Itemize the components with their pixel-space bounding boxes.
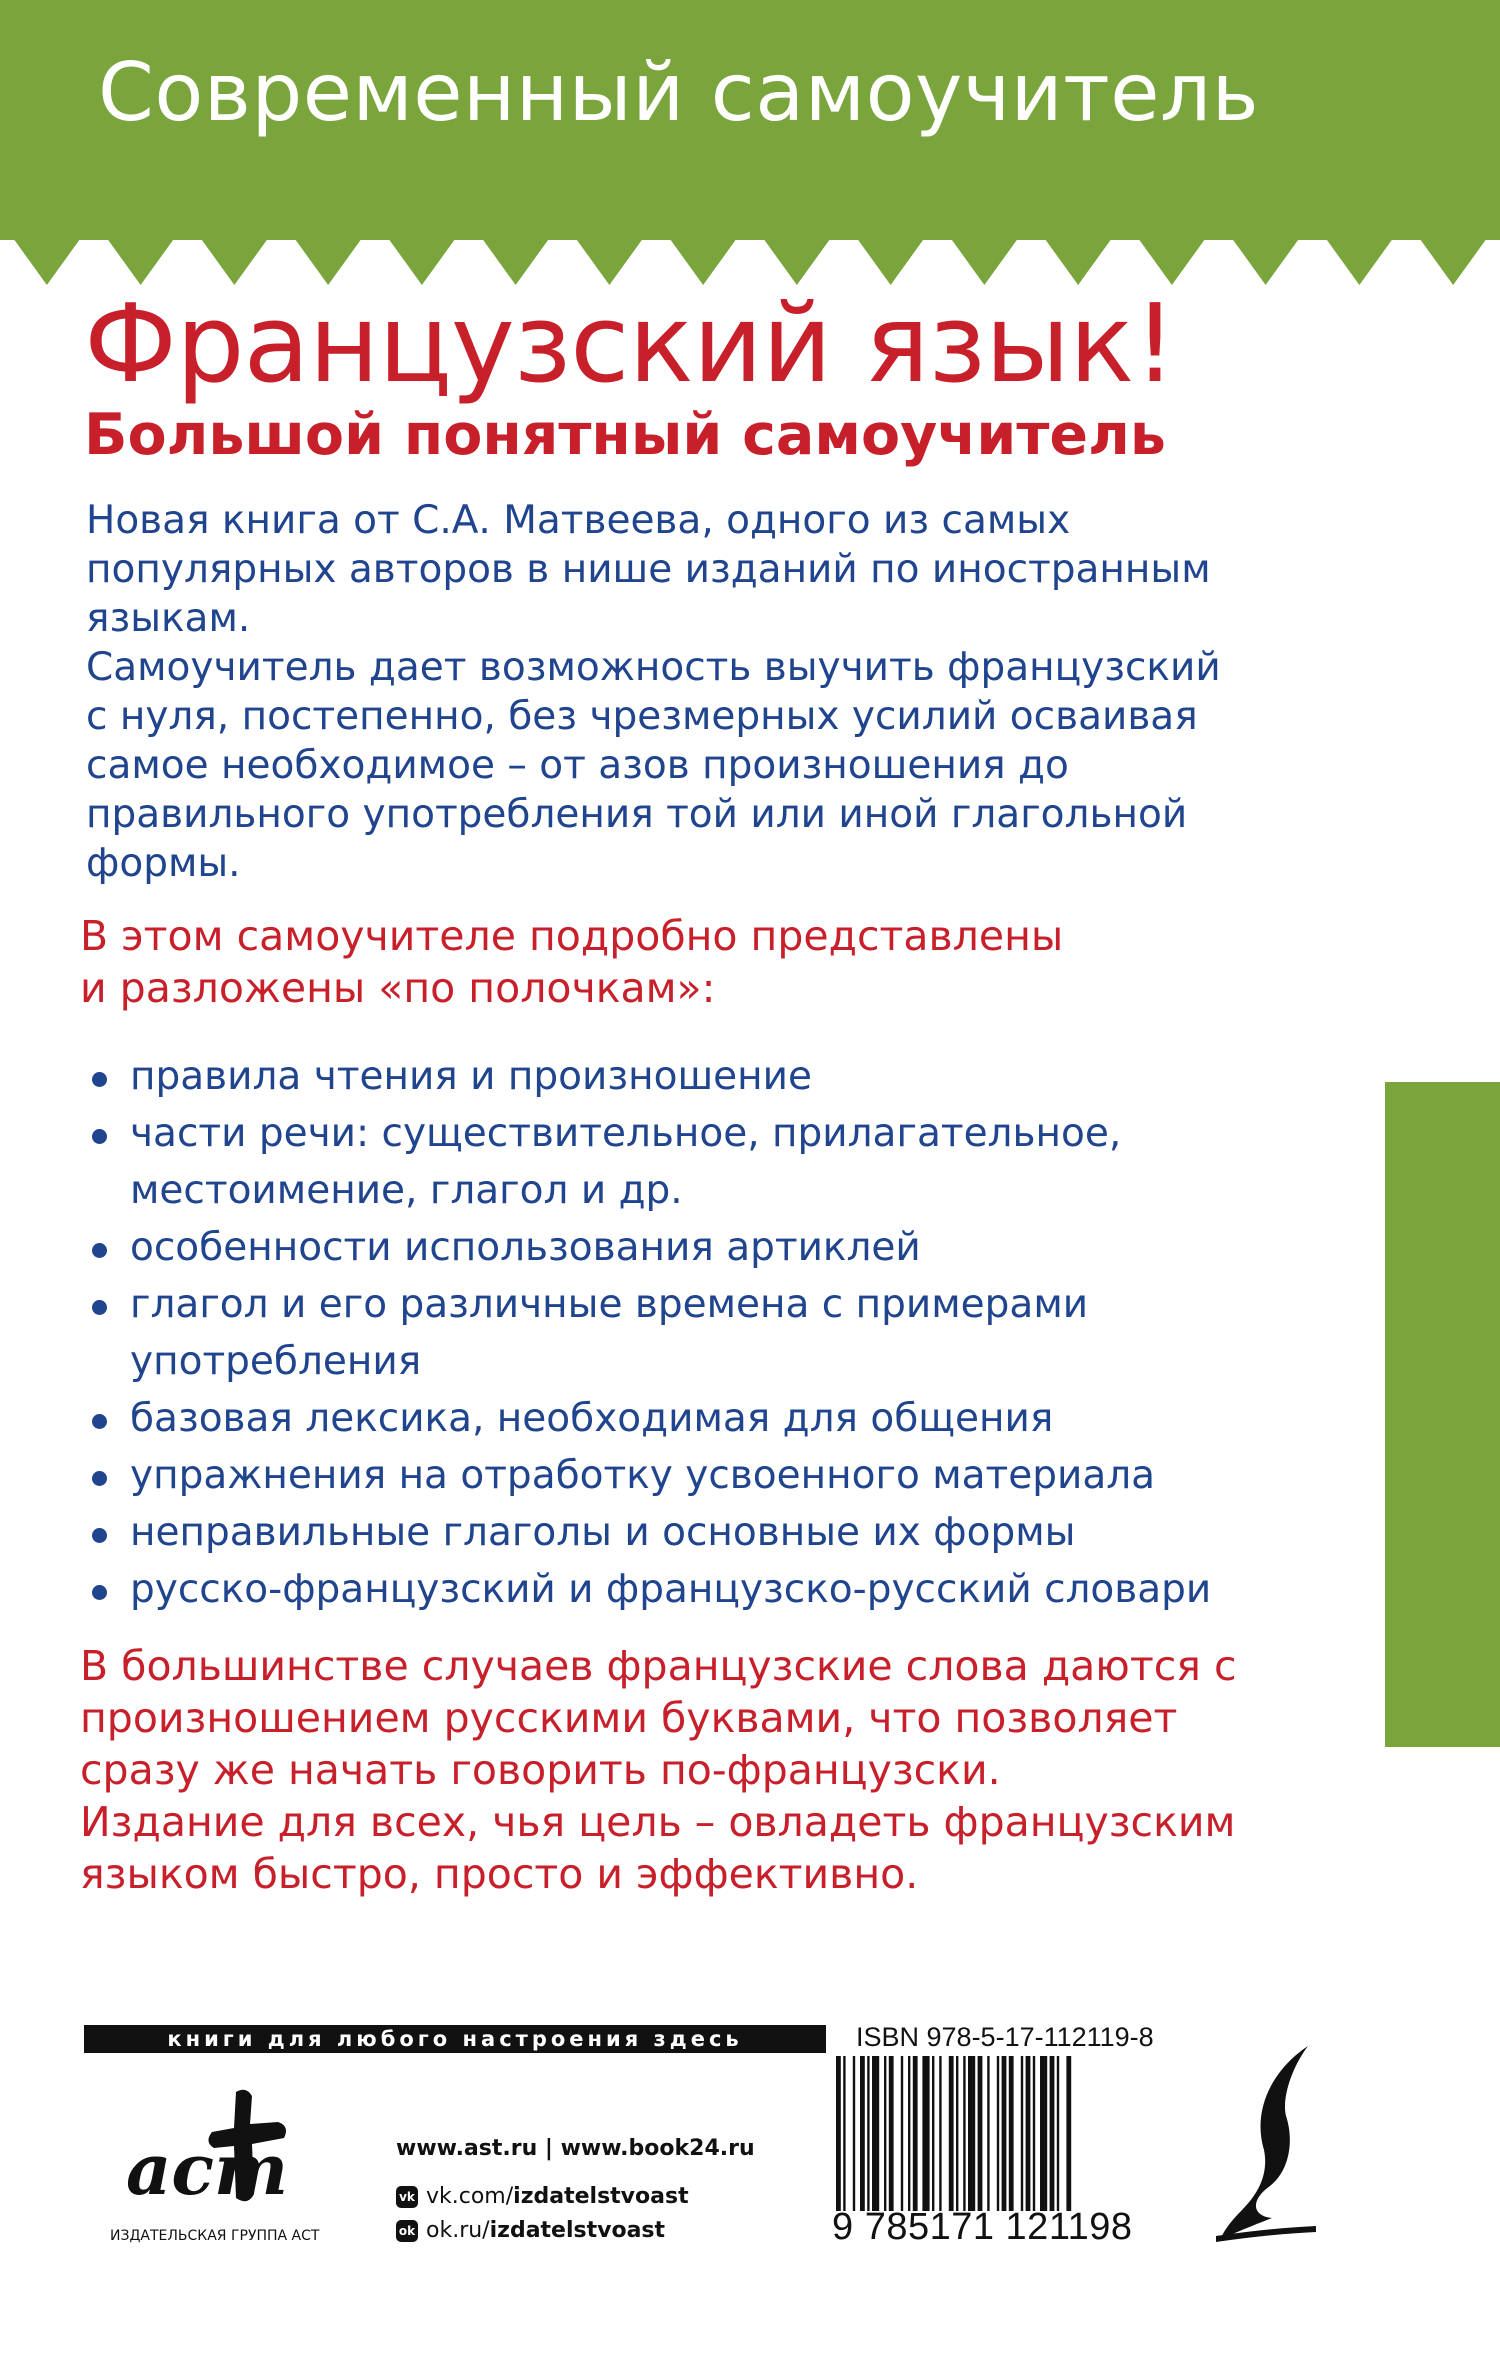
closing-line: Издание для всех, чья цель – овладеть французским [80,1798,1236,1846]
barcode-bar [884,2056,886,2211]
list-item: правила чтения и произношение [92,1048,1211,1105]
ok-link[interactable]: ok ok.ru/ izdatelstvoast [396,2218,665,2243]
bullet-dot-icon [92,1528,107,1543]
barcode-bar [901,2056,903,2211]
topics-list [92,1048,1211,1618]
barcode-digits: 9 785171 121198 [832,2206,1133,2248]
list-item: глагол и его различные времена с примерами употребления [92,1276,1211,1390]
barcode-bar [1009,2056,1014,2211]
book-title: Французский язык! [84,282,1176,407]
list-item: базовая лексика, необходимая для общения [92,1390,1211,1447]
bullet-dot-icon [92,1300,107,1315]
barcode-icon [832,2056,1172,2211]
bullet-dot-icon [92,1471,107,1486]
lead-line: В этом самоучителе подробно представлены [80,912,1064,960]
barcode-bar [836,2056,841,2211]
intro-text [86,496,1221,888]
barcode-bar [963,2056,965,2211]
barcode-bar [1057,2056,1059,2211]
vk-link[interactable]: vk vk.com/ izdatelstvoast [396,2184,689,2209]
closing-text [80,1640,1237,1900]
ast-logo-icon [118,2082,298,2212]
intro-line: самое необходимое – от азов произношения до [86,743,1069,788]
barcode-bar [908,2056,910,2211]
closing-line: В большинстве случаев французские слова даются с [80,1642,1237,1690]
barcode-bar [968,2056,975,2211]
barcode-bar [889,2056,894,2211]
barcode-bar [987,2056,989,2211]
website-links[interactable]: www.ast.ru | www.book24.ru [396,2136,755,2161]
barcode-bar [1021,2056,1023,2211]
series-title: Современный самоучитель [98,46,1260,139]
barcode-bar [853,2056,855,2211]
intro-line: формы. [86,841,241,886]
bullet-dot-icon [92,1072,107,1087]
ok-icon: ok [396,2220,418,2242]
intro-line: правильного употребления той или иной глагольной [86,792,1188,837]
barcode-bar [1040,2056,1047,2211]
lead-line: и разложены «по полочкам»: [80,964,716,1012]
barcode-bar [978,2056,983,2211]
list-item: русско-французский и французско-русский словари [92,1561,1211,1618]
book-subtitle: Большой понятный самоучитель [84,402,1166,468]
side-green-bar [1385,1082,1500,1747]
closing-line: языком быстро, просто и эффективно. [80,1850,919,1898]
intro-line: с нуля, постепенно, без чрезмерных усилий осваивая [86,694,1198,739]
barcode-bar [922,2056,929,2211]
intro-line: Новая книга от С.А. Матвеева, одного из самых [86,498,1071,543]
barcode-bar [872,2056,879,2211]
intro-line: популярных авторов в нише изданий по иностранным [86,547,1211,592]
lead-text [80,910,1063,1014]
bullet-dot-icon [92,1585,107,1600]
intro-line: языкам. [86,596,251,641]
barcode-bar [1026,2056,1031,2211]
barcode-bar [939,2056,941,2211]
barcode-bar [913,2056,918,2211]
publisher-name: ИЗДАТЕЛЬСКАЯ ГРУППА АСТ [110,2228,320,2244]
barcode-bar [843,2056,845,2211]
vk-icon: vk [396,2186,418,2208]
list-item: неправильные глаголы и основные их формы [92,1504,1211,1561]
list-item: особенности использования артиклей [92,1219,1211,1276]
barcode-bar [1002,2056,1007,2211]
barcode-bar [1050,2056,1055,2211]
feather-logo-icon [1212,2040,1322,2245]
bullet-dot-icon [92,1129,107,1144]
logo-text: аст [126,2128,289,2211]
barcode-bar [867,2056,869,2211]
closing-line: сразу же начать говорить по-французски. [80,1746,1001,1794]
intro-line: Самоучитель дает возможность выучить французский [86,645,1221,690]
bullet-dot-icon [92,1414,107,1429]
closing-line: произношением русскими буквами, что позволяет [80,1694,1178,1742]
barcode-bar [949,2056,954,2211]
list-item: части речи: существительное, прилагательное, местоимение, глагол и др. [92,1105,1211,1219]
barcode-bar [932,2056,934,2211]
barcode-bar [956,2056,958,2211]
bullet-dot-icon [92,1243,107,1258]
barcode-bar [997,2056,999,2211]
barcode-bar [1066,2056,1071,2211]
list-item: упражнения на отработку усвоенного материала [92,1447,1211,1504]
slogan-band: книги для любого настроения здесь [84,2025,826,2053]
isbn-text: ISBN 978-5-17-112119-8 [856,2022,1154,2052]
barcode-bar [1033,2056,1035,2211]
barcode-bar [860,2056,865,2211]
